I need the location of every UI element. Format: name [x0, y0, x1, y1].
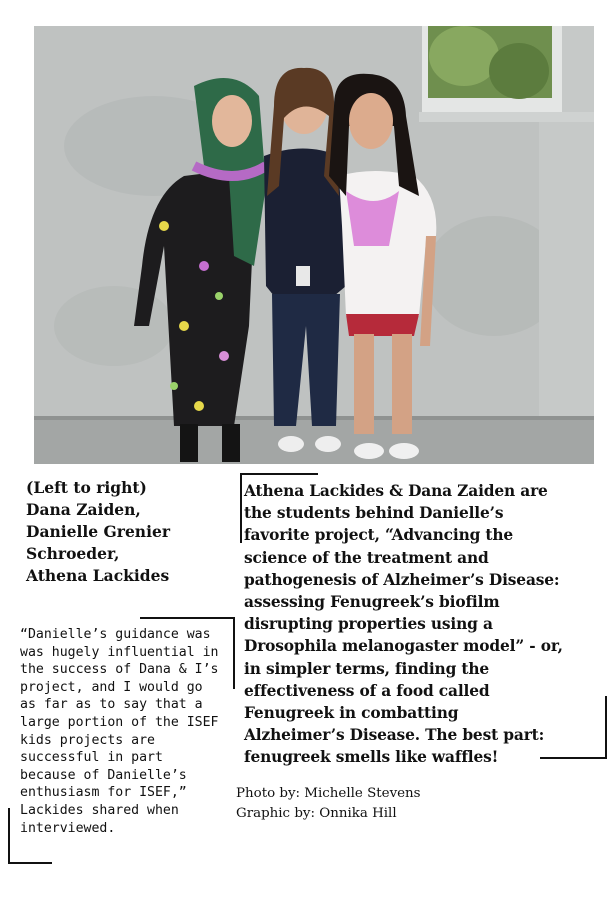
- photo-caption: [26, 477, 170, 587]
- article-line: the students behind Danielle’s: [244, 504, 504, 523]
- article-bracket-top: [240, 473, 318, 475]
- pull-quote: [20, 626, 245, 837]
- graphic-credit: Graphic by: Onnika Hill: [236, 806, 397, 821]
- quote-line: project, and I would go: [20, 679, 203, 695]
- quote-line: kids projects are: [20, 732, 155, 748]
- article-line: disrupting properties using a: [244, 615, 493, 634]
- photo-credit: Photo by: Michelle Stevens: [236, 786, 421, 801]
- article-line: Drosophila melanogaster model” - or,: [244, 637, 563, 656]
- article-line: effectiveness of a food called: [244, 681, 490, 700]
- caption-line: Dana Zaiden,: [26, 500, 141, 519]
- quote-line: successful in part: [20, 750, 163, 766]
- group-photo: [34, 26, 594, 464]
- article-line: science of the treatment and: [244, 548, 489, 567]
- article-line: assessing Fenugreek’s biofilm: [244, 593, 500, 612]
- credits: [236, 784, 421, 824]
- article-line: in simpler terms, finding the: [244, 659, 490, 678]
- article-line: Athena Lackides & Dana Zaiden are: [244, 482, 548, 500]
- article-line: fenugreek smells like waffles!: [244, 748, 499, 767]
- quote-line: “Danielle’s guidance was: [20, 627, 211, 642]
- quote-bracket-bottom: [8, 862, 52, 864]
- quote-bracket-right: [233, 617, 235, 689]
- quote-line: the success of Dana & I’s: [20, 662, 219, 678]
- quote-bracket-top: [140, 617, 234, 619]
- article-line: Fenugreek in combatting: [244, 704, 459, 723]
- quote-line: interviewed.: [20, 820, 116, 836]
- quote-line: was hugely influential in: [20, 644, 219, 660]
- caption-line: Schroeder,: [26, 544, 120, 563]
- article-line: Alzheimer’s Disease. The best part:: [244, 726, 545, 745]
- photo-illustration: [34, 26, 594, 464]
- article-bracket-left: [240, 473, 242, 543]
- quote-line: enthusiasm for ISEF,”: [20, 785, 187, 801]
- quote-line: large portion of the ISEF: [20, 714, 219, 730]
- article-body: [244, 480, 614, 769]
- article-line: pathogenesis of Alzheimer’s Disease:: [244, 570, 560, 589]
- article-bracket-right: [605, 696, 607, 758]
- article-bracket-bottom: [540, 757, 607, 759]
- quote-line: because of Danielle’s: [20, 767, 187, 783]
- caption-line: Athena Lackides: [26, 566, 170, 585]
- caption-line: (Left to right): [26, 478, 147, 497]
- article-line: favorite project, “Advancing the: [244, 526, 514, 545]
- caption-line: Danielle Grenier: [26, 522, 170, 541]
- quote-bracket-left: [8, 808, 10, 863]
- quote-line: Lackides shared when: [20, 802, 179, 818]
- quote-line: as far as to say that a: [20, 697, 203, 713]
